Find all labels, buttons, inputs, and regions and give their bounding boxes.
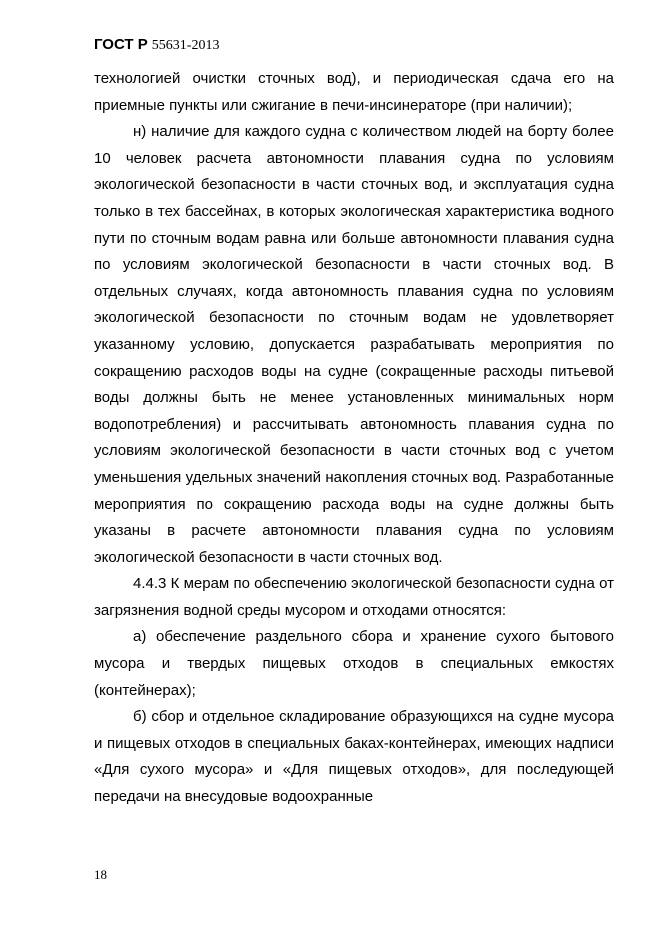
page-number: 18 (94, 867, 107, 882)
page-header (94, 36, 219, 54)
paragraph-item-n: н) наличие для каждого судна с количеством людей на борту более 10 человек расчета автономности плавания судна по условиям экологической безопасности в части сточных вод, и эксплуатация судна только в тех бассейнах, в которых экологическая характеристика водного пути по сточным водам равна или больше автономности плавания судна по условиям экологической безопасности в части сточных вод. В отдельных случаях, когда автономность плавания судна по условиям экологической безопасности по сточным водам не удовлетворяет указанному условию, допускается разрабатывать мероприятия по сокращению расходов воды на судне (сокращенные расходы питьевой воды должны быть не менее установленных минимальных норм водопотребления) и рассчитывать автономность плавания судна по условиям экологической безопасности в части сточных вод с учетом уменьшения удельных значений накопления сточных вод. Разработанные мероприятия по сокращению расхода воды на судне должны быть указаны в расчете автономности плавания судна по условиям экологической безопасности в части сточных вод. (94, 123, 614, 566)
paragraph-section-4-4-3: 4.4.3 К мерам по обеспечению экологической безопасности судна от загрязнения водной среды мусором и отходами относятся: (94, 575, 614, 619)
paragraph-item-a: а) обеспечение раздельного сбора и хранение сухого бытового мусора и твердых пищевых отходов в специальных емкостях (контейнерах); (94, 628, 614, 699)
paragraph-item-b: б) сбор и отдельное складирование образующихся на судне мусора и пищевых отходов в специальных баках-контейнерах, имеющих надписи «Для сухого мусора» и «Для пищевых отходов», для последующей передачи на внесудовые водоохранные (94, 708, 614, 806)
body-text (94, 66, 614, 811)
document-number: 55631-2013 (151, 38, 220, 53)
paragraph-continuation: технологией очистки сточных вод), и периодическая сдача его на приемные пункты или сжигание в печи-инсинераторе (при наличии); (94, 70, 614, 114)
document-type: ГОСТ Р (94, 36, 148, 53)
